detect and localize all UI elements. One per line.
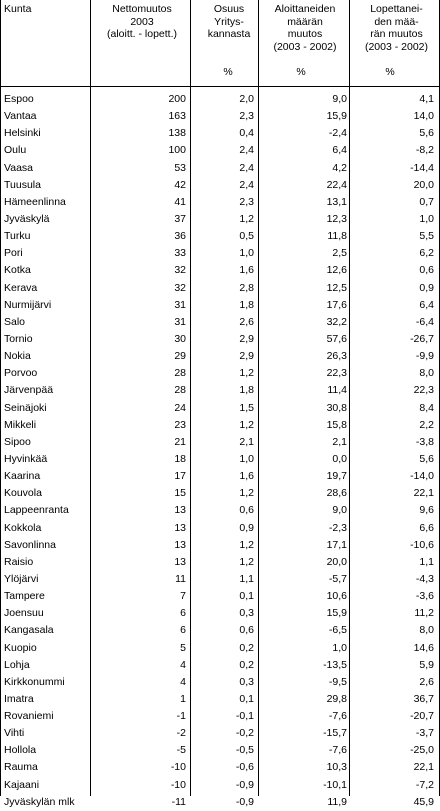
- cell-aloit: 15,9: [326, 110, 347, 123]
- cell-netto: 7: [180, 590, 186, 603]
- cell-lopet: -14,4: [410, 161, 434, 174]
- cell-osuus: 2,0: [239, 93, 254, 105]
- cell-kunta: Joensuu: [4, 607, 44, 620]
- cell-lopet: 2,2: [419, 418, 434, 431]
- cell-kunta: Turku: [4, 230, 31, 243]
- unit-aloit: %: [296, 66, 306, 78]
- cell-aloit: 9,0: [332, 93, 347, 105]
- cell-osuus: 1,2: [239, 367, 254, 380]
- cell-osuus: 1,5: [239, 401, 254, 414]
- cell-osuus: 2,1: [239, 435, 254, 448]
- cell-kunta: Hämeenlinna: [4, 195, 66, 208]
- cell-kunta: Kaarina: [4, 470, 41, 483]
- cell-netto: 31: [174, 315, 186, 328]
- unit-lopet: %: [385, 66, 395, 78]
- header-line: 2003: [130, 15, 154, 28]
- cell-kunta: Nurmijärvi: [4, 298, 52, 311]
- cell-netto: 18: [174, 452, 186, 465]
- cell-kunta: Imatra: [4, 692, 34, 705]
- table-row: [0, 125, 440, 142]
- cell-lopet: 14,6: [413, 641, 434, 654]
- header-osuus: [198, 3, 260, 41]
- cell-netto: 37: [174, 212, 186, 225]
- cell-netto: 13: [174, 538, 186, 551]
- cell-netto: 21: [174, 435, 186, 448]
- cell-osuus: 0,2: [239, 658, 254, 671]
- header-line: Osuus: [213, 3, 245, 15]
- cell-osuus: 0,2: [239, 641, 254, 654]
- cell-kunta: Kajaani: [4, 778, 40, 791]
- cell-osuus: 0,3: [239, 607, 254, 620]
- table-row: [0, 520, 440, 537]
- cell-kunta: Vihti: [4, 727, 25, 740]
- cell-lopet: 8,4: [419, 401, 434, 414]
- cell-aloit: 11,8: [327, 230, 347, 243]
- cell-lopet: -4,3: [415, 572, 434, 585]
- cell-kunta: Nokia: [4, 350, 31, 363]
- cell-netto: 200: [168, 93, 186, 105]
- cell-kunta: Oulu: [4, 144, 27, 157]
- cell-osuus: 1,2: [239, 538, 254, 551]
- header-lopettaneiden: [353, 3, 440, 53]
- header-nettomuutos: [92, 3, 192, 41]
- cell-osuus: 0,9: [239, 521, 254, 534]
- cell-osuus: 2,9: [239, 350, 254, 363]
- cell-kunta: Salo: [4, 315, 26, 328]
- cell-netto: 13: [174, 555, 186, 568]
- cell-kunta: Kokkola: [4, 521, 42, 534]
- cell-kunta: Savonlinna: [4, 538, 56, 551]
- cell-aloit: 12,3: [326, 212, 347, 225]
- table-row: [0, 708, 440, 725]
- cell-osuus: 0,6: [239, 624, 254, 637]
- cell-lopet: 5,9: [419, 658, 434, 671]
- cell-osuus: 2,4: [239, 161, 254, 174]
- cell-netto: 30: [174, 332, 186, 345]
- cell-netto: -10: [170, 778, 186, 791]
- cell-lopet: 0,6: [419, 264, 434, 277]
- cell-lopet: -10,6: [410, 538, 434, 551]
- cell-kunta: Tuusula: [4, 178, 41, 191]
- cell-osuus: 0,4: [239, 127, 254, 140]
- cell-aloit: -13,5: [323, 658, 347, 671]
- cell-lopet: -7,2: [415, 778, 434, 791]
- table-row: [0, 160, 440, 177]
- cell-osuus: 2,4: [239, 178, 254, 191]
- cell-netto: 1: [180, 692, 186, 705]
- cell-lopet: 20,0: [413, 178, 434, 191]
- cell-aloit: 13,1: [326, 195, 347, 208]
- header-line: (aloitt. - lopett.): [106, 28, 178, 40]
- header-line: kannasta: [207, 28, 251, 40]
- cell-lopet: 6,4: [419, 298, 434, 311]
- cell-netto: -5: [176, 744, 186, 757]
- table-row: [0, 382, 440, 399]
- cell-kunta: Kuopio: [4, 641, 37, 654]
- cell-aloit: 11,4: [327, 384, 347, 397]
- cell-osuus: 1,2: [239, 212, 254, 225]
- cell-netto: 163: [168, 110, 186, 123]
- cell-kunta: Kouvola: [4, 487, 42, 500]
- table-header: [0, 0, 440, 86]
- cell-lopet: 6,6: [419, 521, 434, 534]
- cell-aloit: 17,1: [326, 538, 347, 551]
- cell-aloit: 26,3: [326, 350, 347, 363]
- cell-lopet: 0,7: [419, 195, 434, 208]
- table-row: [0, 777, 440, 794]
- header-line: Nettomuutos: [112, 3, 172, 15]
- header-line: rän muutos: [370, 28, 423, 40]
- cell-kunta: Lohja: [4, 658, 30, 671]
- cell-aloit: -10,1: [323, 778, 347, 791]
- cell-aloit: 57,6: [326, 332, 347, 345]
- cell-kunta: Helsinki: [4, 127, 41, 140]
- table-row: [0, 571, 440, 588]
- header-line: den mää-: [374, 15, 419, 28]
- cell-osuus: 1,0: [239, 247, 254, 260]
- cell-kunta: Porvoo: [4, 367, 38, 380]
- cell-lopet: 1,1: [419, 555, 434, 568]
- cell-netto: 6: [180, 624, 186, 637]
- cell-osuus: 0,1: [239, 692, 254, 705]
- cell-netto: -11: [171, 795, 186, 808]
- cell-netto: -2: [176, 727, 186, 740]
- table-row: [0, 605, 440, 622]
- table-row: [0, 297, 440, 314]
- cell-osuus: 2,6: [239, 315, 254, 328]
- cell-aloit: 11,9: [327, 795, 347, 808]
- cell-osuus: 1,0: [239, 452, 254, 465]
- cell-osuus: 1,6: [239, 264, 254, 277]
- cell-aloit: 22,3: [326, 367, 347, 380]
- cell-aloit: 15,9: [326, 607, 347, 620]
- cell-kunta: Raisio: [4, 555, 34, 568]
- cell-kunta: Pori: [4, 247, 23, 260]
- cell-kunta: Hollola: [4, 744, 37, 757]
- table-row: [0, 400, 440, 417]
- cell-lopet: -3,6: [415, 590, 434, 603]
- cell-kunta: Järvenpää: [4, 384, 54, 397]
- table-row: [0, 142, 440, 159]
- cell-netto: 15: [174, 487, 186, 500]
- table-row: [0, 417, 440, 434]
- table-row: [0, 434, 440, 451]
- table-row: [0, 280, 440, 297]
- cell-aloit: 12,6: [326, 264, 347, 277]
- cell-kunta: Tornio: [4, 332, 33, 345]
- table-row: [0, 245, 440, 262]
- cell-netto: 23: [174, 418, 186, 431]
- cell-netto: 53: [174, 161, 186, 174]
- cell-aloit: 30,8: [326, 401, 347, 414]
- cell-netto: 5: [180, 641, 186, 654]
- cell-kunta: Rauma: [4, 761, 38, 774]
- cell-kunta: Kirkkonummi: [4, 675, 65, 688]
- table-row: [0, 502, 440, 519]
- cell-netto: 17: [174, 470, 186, 483]
- cell-kunta: Kangasala: [4, 624, 54, 637]
- table-body: [0, 91, 440, 811]
- cell-netto: 28: [174, 384, 186, 397]
- cell-netto: 24: [174, 401, 186, 414]
- cell-aloit: 20,0: [326, 555, 347, 568]
- header-line: Kunta: [4, 3, 32, 15]
- cell-aloit: 1,0: [332, 641, 347, 654]
- cell-lopet: 5,6: [419, 127, 434, 140]
- cell-netto: 32: [174, 264, 186, 277]
- cell-osuus: 0,3: [239, 675, 254, 688]
- table-row: [0, 194, 440, 211]
- cell-aloit: 10,3: [326, 761, 347, 774]
- cell-netto: 11: [175, 572, 186, 585]
- cell-osuus: -0,1: [235, 710, 254, 723]
- cell-netto: 100: [168, 144, 186, 157]
- cell-lopet: -25,0: [410, 744, 434, 757]
- cell-osuus: 2,3: [239, 110, 254, 123]
- cell-aloit: -2,4: [328, 127, 347, 140]
- cell-lopet: -9,9: [415, 350, 434, 363]
- cell-aloit: 22,4: [326, 178, 347, 191]
- cell-aloit: 15,8: [326, 418, 347, 431]
- cell-lopet: 5,5: [419, 230, 434, 243]
- cell-lopet: 8,0: [419, 367, 434, 380]
- cell-kunta: Espoo: [4, 93, 34, 105]
- cell-lopet: 36,7: [413, 692, 434, 705]
- cell-aloit: 2,5: [332, 247, 347, 260]
- cell-lopet: 9,6: [419, 504, 434, 517]
- table-row: [0, 674, 440, 691]
- cell-lopet: -3,7: [415, 727, 434, 740]
- cell-netto: 13: [174, 521, 186, 534]
- cell-osuus: 0,5: [239, 230, 254, 243]
- cell-aloit: 12,5: [326, 281, 347, 294]
- cell-aloit: -6,5: [328, 624, 347, 637]
- cell-aloit: 10,6: [326, 590, 347, 603]
- cell-aloit: 29,8: [326, 692, 347, 705]
- cell-osuus: -0,2: [235, 727, 254, 740]
- cell-netto: -10: [170, 761, 186, 774]
- table-row: [0, 365, 440, 382]
- table-row: [0, 759, 440, 776]
- cell-lopet: 5,6: [419, 452, 434, 465]
- cell-kunta: Seinäjoki: [4, 401, 47, 414]
- header-line: Lopettanei-: [370, 3, 423, 15]
- cell-osuus: 0,1: [239, 590, 254, 603]
- cell-lopet: 14,0: [413, 110, 434, 123]
- header-line: Aloittaneiden: [274, 3, 336, 15]
- cell-netto: 13: [174, 504, 186, 517]
- table-row: [0, 451, 440, 468]
- table-row: [0, 91, 440, 108]
- cell-lopet: 0,9: [419, 281, 434, 294]
- header-line: määrän: [287, 15, 323, 28]
- cell-aloit: -7,6: [328, 744, 347, 757]
- cell-osuus: 1,8: [239, 384, 254, 397]
- table-row: [0, 348, 440, 365]
- table-row: [0, 691, 440, 708]
- cell-aloit: -7,6: [328, 710, 347, 723]
- cell-aloit: 32,2: [326, 315, 347, 328]
- cell-netto: 6: [180, 607, 186, 620]
- cell-osuus: -0,5: [235, 744, 254, 757]
- table-row: [0, 485, 440, 502]
- cell-kunta: Hyvinkää: [4, 452, 48, 465]
- cell-netto: 42: [174, 178, 186, 191]
- cell-osuus: -0,9: [235, 795, 254, 808]
- cell-netto: 28: [174, 367, 186, 380]
- cell-aloit: -5,7: [328, 572, 347, 585]
- table-row: [0, 742, 440, 759]
- table-row: [0, 657, 440, 674]
- cell-lopet: 4,1: [419, 93, 434, 105]
- cell-aloit: 9,0: [332, 504, 347, 517]
- cell-osuus: 2,3: [239, 195, 254, 208]
- cell-osuus: 1,2: [239, 418, 254, 431]
- table-row: [0, 468, 440, 485]
- cell-kunta: Vantaa: [4, 110, 37, 123]
- cell-aloit: 4,2: [332, 161, 347, 174]
- cell-netto: 36: [174, 230, 186, 243]
- cell-netto: 31: [174, 298, 186, 311]
- cell-lopet: 22,3: [413, 384, 434, 397]
- cell-aloit: 28,6: [326, 487, 347, 500]
- cell-kunta: Mikkeli: [4, 418, 37, 431]
- cell-osuus: 1,1: [239, 572, 254, 585]
- table-row: [0, 537, 440, 554]
- cell-osuus: 2,4: [239, 144, 254, 157]
- table-row: [0, 228, 440, 245]
- table-row: [0, 331, 440, 348]
- header-line: muutos: [287, 28, 323, 40]
- table-row: [0, 725, 440, 742]
- cell-aloit: -2,3: [328, 521, 347, 534]
- cell-osuus: -0,9: [235, 778, 254, 791]
- cell-lopet: -3,8: [415, 435, 434, 448]
- cell-osuus: 1,6: [239, 470, 254, 483]
- cell-netto: 4: [180, 675, 186, 688]
- cell-lopet: -6,4: [415, 315, 434, 328]
- table-row: [0, 554, 440, 571]
- cell-osuus: 0,6: [239, 504, 254, 517]
- table-row: [0, 622, 440, 639]
- table-row: [0, 640, 440, 657]
- cell-kunta: Rovaniemi: [4, 710, 54, 723]
- cell-aloit: 17,6: [326, 298, 347, 311]
- cell-kunta: Lappeenranta: [4, 504, 69, 517]
- cell-kunta: Sipoo: [4, 435, 31, 448]
- table-row: [0, 314, 440, 331]
- cell-netto: 33: [174, 247, 186, 260]
- cell-aloit: 0,0: [332, 452, 347, 465]
- cell-lopet: 45,9: [413, 795, 434, 808]
- cell-lopet: -8,2: [415, 144, 434, 157]
- table-row: [0, 588, 440, 605]
- cell-lopet: 1,0: [419, 212, 434, 225]
- unit-osuus: %: [223, 66, 233, 78]
- cell-aloit: 2,1: [332, 435, 347, 448]
- cell-kunta: Vaasa: [4, 161, 33, 174]
- header-line: (2003 - 2002): [273, 40, 337, 53]
- cell-osuus: -0,6: [235, 761, 254, 774]
- table-row: [0, 262, 440, 279]
- table-row: [0, 177, 440, 194]
- cell-lopet: -14,0: [410, 470, 434, 483]
- cell-lopet: 22,1: [413, 487, 434, 500]
- cell-netto: -1: [176, 710, 186, 723]
- cell-netto: 4: [180, 658, 186, 671]
- table-row: [0, 794, 440, 811]
- cell-lopet: 6,2: [419, 247, 434, 260]
- cell-osuus: 1,8: [239, 298, 254, 311]
- cell-osuus: 2,8: [239, 281, 254, 294]
- header-aloittaneiden: [260, 3, 350, 53]
- cell-lopet: 22,1: [413, 761, 434, 774]
- table-row: [0, 211, 440, 228]
- cell-lopet: -26,7: [410, 332, 434, 345]
- cell-kunta: Jyväskylä: [4, 212, 50, 225]
- cell-osuus: 2,9: [239, 332, 254, 345]
- cell-netto: 32: [174, 281, 186, 294]
- cell-netto: 29: [174, 350, 186, 363]
- cell-osuus: 1,2: [239, 487, 254, 500]
- header-separator: [0, 86, 440, 87]
- cell-lopet: 11,2: [414, 607, 434, 620]
- table-row: [0, 108, 440, 125]
- header-line: (2003 - 2002): [364, 40, 429, 53]
- cell-kunta: Tampere: [4, 590, 45, 603]
- cell-aloit: -9,5: [328, 675, 347, 688]
- cell-aloit: 6,4: [332, 144, 347, 157]
- header-kunta: [4, 3, 31, 16]
- cell-osuus: 1,2: [239, 555, 254, 568]
- cell-aloit: -15,7: [323, 727, 347, 740]
- cell-aloit: 19,7: [326, 470, 347, 483]
- cell-lopet: -20,7: [410, 710, 434, 723]
- cell-netto: 138: [168, 127, 186, 140]
- cell-lopet: 2,6: [419, 675, 434, 688]
- header-line: Yritys-: [214, 15, 244, 28]
- cell-kunta: Jyväskylän mlk: [4, 795, 75, 808]
- cell-netto: 41: [174, 195, 186, 208]
- cell-kunta: Kerava: [4, 281, 38, 294]
- cell-lopet: 8,0: [419, 624, 434, 637]
- cell-kunta: Kotka: [4, 264, 31, 277]
- cell-kunta: Ylöjärvi: [4, 572, 39, 585]
